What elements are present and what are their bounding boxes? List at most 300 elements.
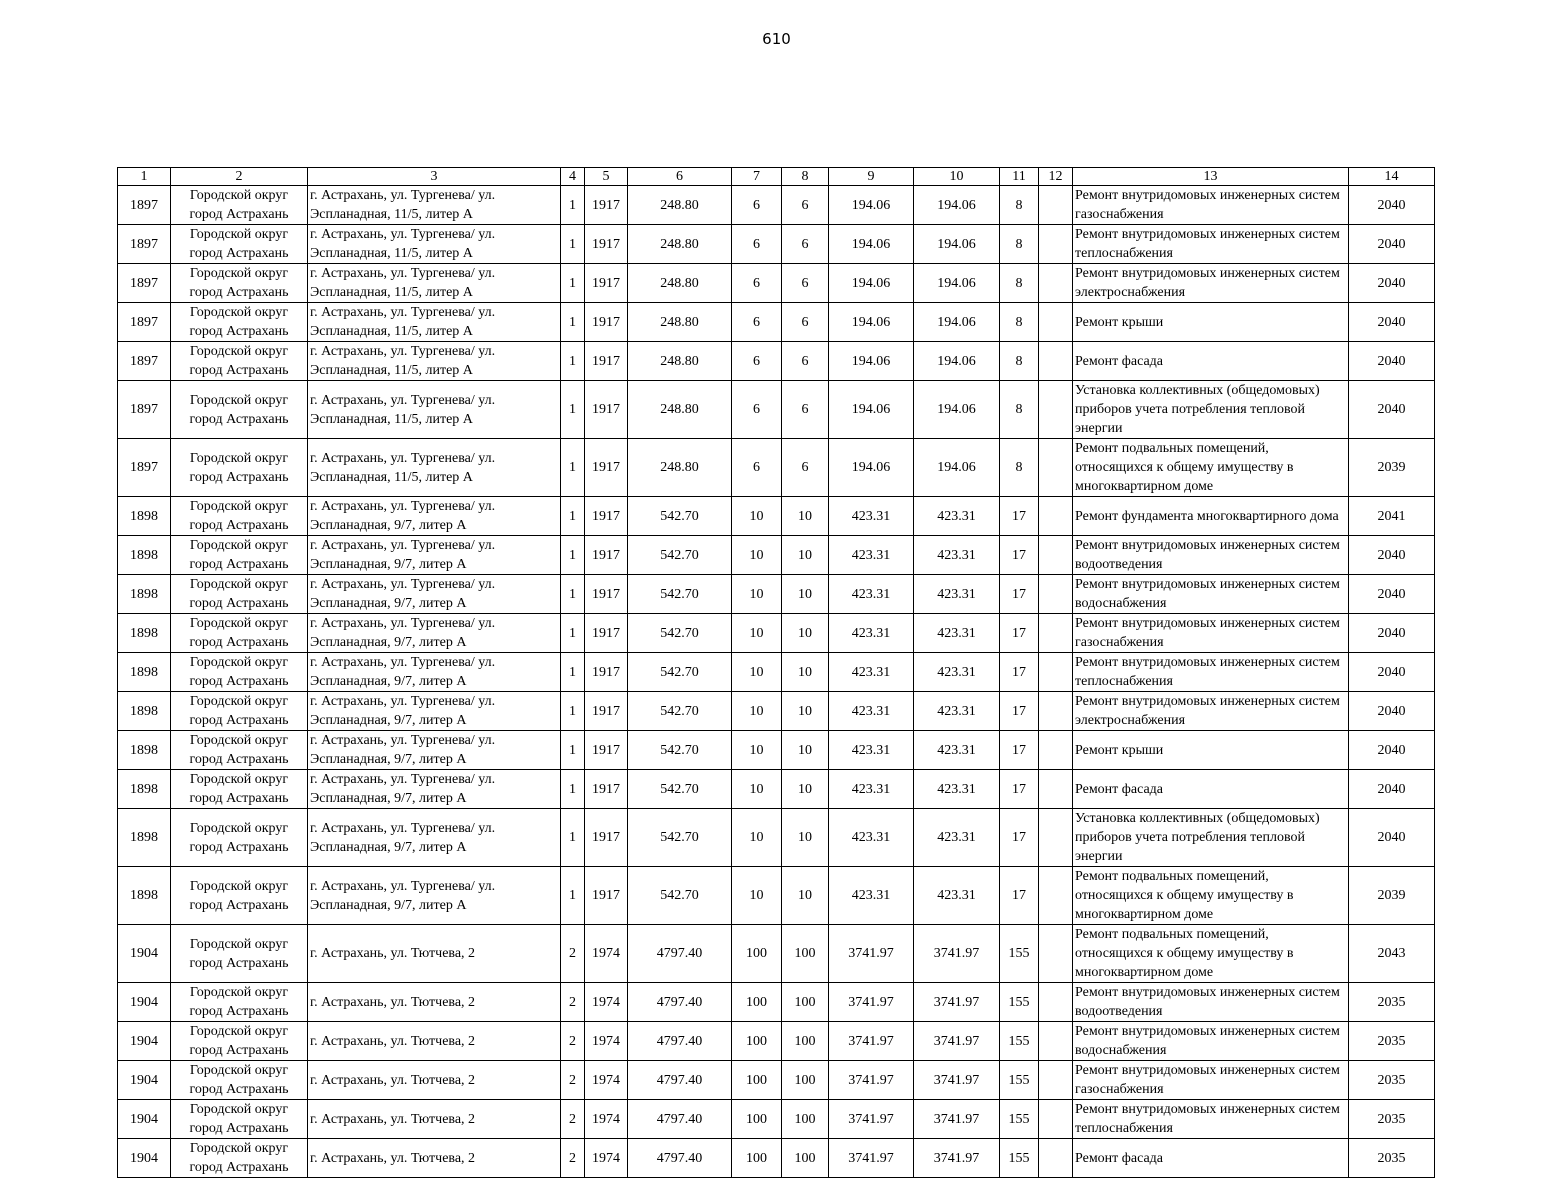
year-cell: 1917 [585, 303, 628, 342]
area-cell: 248.80 [628, 381, 732, 439]
year-cell: 1917 [585, 731, 628, 770]
col-11-cell: 17 [1000, 575, 1039, 614]
col-11-cell: 8 [1000, 186, 1039, 225]
year-cell: 1917 [585, 614, 628, 653]
work-type-cell: Ремонт крыши [1073, 303, 1349, 342]
municipality-cell: Городской округ город Астрахань [171, 983, 308, 1022]
row-number-cell: 1898 [118, 575, 171, 614]
col-4-cell: 1 [561, 614, 585, 653]
col-11-cell: 17 [1000, 809, 1039, 867]
work-type-cell: Ремонт подвальных помещений, относящихся к общему имуществу в многоквартирном доме [1073, 439, 1349, 497]
table-row [118, 536, 1435, 575]
municipality-cell: Городской округ город Астрахань [171, 536, 308, 575]
header-cell: 2 [171, 168, 308, 186]
municipality-cell: Городской округ город Астрахань [171, 1061, 308, 1100]
col-11-cell: 155 [1000, 1100, 1039, 1139]
row-number-cell: 1897 [118, 225, 171, 264]
col-7-cell: 100 [732, 1139, 782, 1178]
col-12-cell [1039, 867, 1073, 925]
col-12-cell [1039, 731, 1073, 770]
col-11-cell: 17 [1000, 653, 1039, 692]
col-4-cell: 1 [561, 867, 585, 925]
col-12-cell [1039, 653, 1073, 692]
year-cell: 1917 [585, 264, 628, 303]
row-number-cell: 1904 [118, 1100, 171, 1139]
address-cell: г. Астрахань, ул. Тургенева/ ул. Эспланадная, 11/5, литер А [308, 225, 561, 264]
col-8-cell: 10 [782, 867, 829, 925]
planned-year-cell: 2040 [1349, 225, 1435, 264]
col-8-cell: 100 [782, 1061, 829, 1100]
table-row [118, 983, 1435, 1022]
year-cell: 1974 [585, 1139, 628, 1178]
municipality-cell: Городской округ город Астрахань [171, 653, 308, 692]
planned-year-cell: 2035 [1349, 1139, 1435, 1178]
planned-year-cell: 2040 [1349, 770, 1435, 809]
col-10-cell: 3741.97 [914, 983, 1000, 1022]
year-cell: 1917 [585, 497, 628, 536]
col-10-cell: 423.31 [914, 867, 1000, 925]
col-12-cell [1039, 770, 1073, 809]
work-type-cell: Ремонт внутридомовых инженерных систем водоснабжения [1073, 1022, 1349, 1061]
planned-year-cell: 2035 [1349, 1061, 1435, 1100]
address-cell: г. Астрахань, ул. Тургенева/ ул. Эспланадная, 9/7, литер А [308, 497, 561, 536]
table-row [118, 575, 1435, 614]
year-cell: 1917 [585, 770, 628, 809]
col-11-cell: 155 [1000, 1139, 1039, 1178]
col-12-cell [1039, 692, 1073, 731]
col-9-cell: 423.31 [829, 692, 914, 731]
work-type-cell: Ремонт внутридомовых инженерных систем водоотведения [1073, 983, 1349, 1022]
work-type-cell: Ремонт внутридомовых инженерных систем электроснабжения [1073, 264, 1349, 303]
col-7-cell: 6 [732, 303, 782, 342]
col-11-cell: 155 [1000, 925, 1039, 983]
municipality-cell: Городской округ город Астрахань [171, 809, 308, 867]
col-10-cell: 3741.97 [914, 925, 1000, 983]
row-number-cell: 1904 [118, 1139, 171, 1178]
municipality-cell: Городской округ город Астрахань [171, 575, 308, 614]
address-cell: г. Астрахань, ул. Тютчева, 2 [308, 1139, 561, 1178]
row-number-cell: 1904 [118, 925, 171, 983]
year-cell: 1917 [585, 575, 628, 614]
col-9-cell: 3741.97 [829, 1022, 914, 1061]
col-8-cell: 100 [782, 983, 829, 1022]
col-9-cell: 194.06 [829, 342, 914, 381]
year-cell: 1917 [585, 342, 628, 381]
area-cell: 542.70 [628, 770, 732, 809]
municipality-cell: Городской округ город Астрахань [171, 1100, 308, 1139]
col-10-cell: 423.31 [914, 614, 1000, 653]
table-row [118, 614, 1435, 653]
address-cell: г. Астрахань, ул. Тютчева, 2 [308, 925, 561, 983]
planned-year-cell: 2035 [1349, 983, 1435, 1022]
col-10-cell: 194.06 [914, 264, 1000, 303]
col-8-cell: 10 [782, 575, 829, 614]
area-cell: 4797.40 [628, 1139, 732, 1178]
col-7-cell: 10 [732, 575, 782, 614]
planned-year-cell: 2040 [1349, 653, 1435, 692]
address-cell: г. Астрахань, ул. Тургенева/ ул. Эспланадная, 9/7, литер А [308, 692, 561, 731]
area-cell: 542.70 [628, 692, 732, 731]
year-cell: 1974 [585, 1061, 628, 1100]
year-cell: 1917 [585, 439, 628, 497]
municipality-cell: Городской округ город Астрахань [171, 731, 308, 770]
col-12-cell [1039, 225, 1073, 264]
col-12-cell [1039, 186, 1073, 225]
table-row [118, 1061, 1435, 1100]
col-12-cell [1039, 439, 1073, 497]
col-8-cell: 100 [782, 1022, 829, 1061]
header-cell: 11 [1000, 168, 1039, 186]
col-8-cell: 10 [782, 497, 829, 536]
year-cell: 1917 [585, 186, 628, 225]
area-cell: 542.70 [628, 653, 732, 692]
col-7-cell: 6 [732, 381, 782, 439]
col-4-cell: 2 [561, 983, 585, 1022]
work-type-cell: Ремонт внутридомовых инженерных систем электроснабжения [1073, 692, 1349, 731]
planned-year-cell: 2040 [1349, 342, 1435, 381]
address-cell: г. Астрахань, ул. Тургенева/ ул. Эспланадная, 9/7, литер А [308, 867, 561, 925]
table-row [118, 497, 1435, 536]
col-11-cell: 17 [1000, 731, 1039, 770]
planned-year-cell: 2040 [1349, 186, 1435, 225]
col-8-cell: 100 [782, 1100, 829, 1139]
header-cell: 8 [782, 168, 829, 186]
col-11-cell: 8 [1000, 381, 1039, 439]
col-10-cell: 194.06 [914, 381, 1000, 439]
col-10-cell: 423.31 [914, 575, 1000, 614]
col-9-cell: 423.31 [829, 770, 914, 809]
col-12-cell [1039, 614, 1073, 653]
table-row [118, 809, 1435, 867]
col-9-cell: 194.06 [829, 225, 914, 264]
col-9-cell: 194.06 [829, 381, 914, 439]
address-cell: г. Астрахань, ул. Тургенева/ ул. Эспланадная, 9/7, литер А [308, 575, 561, 614]
col-11-cell: 17 [1000, 692, 1039, 731]
address-cell: г. Астрахань, ул. Тургенева/ ул. Эспланадная, 9/7, литер А [308, 536, 561, 575]
col-4-cell: 1 [561, 303, 585, 342]
year-cell: 1917 [585, 381, 628, 439]
table-row [118, 186, 1435, 225]
col-11-cell: 155 [1000, 1061, 1039, 1100]
area-cell: 542.70 [628, 731, 732, 770]
col-8-cell: 6 [782, 381, 829, 439]
work-type-cell: Ремонт внутридомовых инженерных систем теплоснабжения [1073, 1100, 1349, 1139]
area-cell: 542.70 [628, 867, 732, 925]
municipality-cell: Городской округ город Астрахань [171, 264, 308, 303]
planned-year-cell: 2041 [1349, 497, 1435, 536]
col-12-cell [1039, 381, 1073, 439]
col-12-cell [1039, 575, 1073, 614]
header-cell: 6 [628, 168, 732, 186]
col-9-cell: 423.31 [829, 575, 914, 614]
planned-year-cell: 2039 [1349, 439, 1435, 497]
col-9-cell: 423.31 [829, 536, 914, 575]
col-8-cell: 10 [782, 809, 829, 867]
address-cell: г. Астрахань, ул. Тютчева, 2 [308, 1061, 561, 1100]
year-cell: 1974 [585, 925, 628, 983]
year-cell: 1917 [585, 867, 628, 925]
work-type-cell: Ремонт внутридомовых инженерных систем водоснабжения [1073, 575, 1349, 614]
address-cell: г. Астрахань, ул. Тургенева/ ул. Эспланадная, 9/7, литер А [308, 614, 561, 653]
col-7-cell: 100 [732, 1061, 782, 1100]
work-type-cell: Ремонт фасада [1073, 770, 1349, 809]
col-4-cell: 1 [561, 692, 585, 731]
row-number-cell: 1898 [118, 497, 171, 536]
col-8-cell: 6 [782, 264, 829, 303]
area-cell: 4797.40 [628, 925, 732, 983]
col-7-cell: 10 [732, 731, 782, 770]
col-12-cell [1039, 925, 1073, 983]
col-9-cell: 423.31 [829, 809, 914, 867]
col-10-cell: 423.31 [914, 809, 1000, 867]
col-12-cell [1039, 497, 1073, 536]
col-4-cell: 1 [561, 497, 585, 536]
col-10-cell: 3741.97 [914, 1061, 1000, 1100]
capital-repair-table [117, 167, 1435, 1178]
address-cell: г. Астрахань, ул. Тургенева/ ул. Эспланадная, 9/7, литер А [308, 770, 561, 809]
col-12-cell [1039, 303, 1073, 342]
col-4-cell: 1 [561, 731, 585, 770]
col-10-cell: 423.31 [914, 536, 1000, 575]
header-cell: 10 [914, 168, 1000, 186]
col-8-cell: 6 [782, 303, 829, 342]
col-10-cell: 194.06 [914, 225, 1000, 264]
col-4-cell: 1 [561, 225, 585, 264]
col-12-cell [1039, 342, 1073, 381]
address-cell: г. Астрахань, ул. Тургенева/ ул. Эспланадная, 11/5, литер А [308, 342, 561, 381]
planned-year-cell: 2040 [1349, 381, 1435, 439]
col-8-cell: 10 [782, 692, 829, 731]
municipality-cell: Городской округ город Астрахань [171, 186, 308, 225]
col-8-cell: 10 [782, 770, 829, 809]
row-number-cell: 1897 [118, 342, 171, 381]
col-4-cell: 2 [561, 1139, 585, 1178]
municipality-cell: Городской округ город Астрахань [171, 1139, 308, 1178]
work-type-cell: Ремонт фасада [1073, 1139, 1349, 1178]
planned-year-cell: 2039 [1349, 867, 1435, 925]
col-10-cell: 3741.97 [914, 1139, 1000, 1178]
col-7-cell: 10 [732, 867, 782, 925]
header-cell: 4 [561, 168, 585, 186]
col-9-cell: 423.31 [829, 614, 914, 653]
col-11-cell: 8 [1000, 264, 1039, 303]
planned-year-cell: 2035 [1349, 1100, 1435, 1139]
area-cell: 248.80 [628, 439, 732, 497]
col-9-cell: 194.06 [829, 439, 914, 497]
col-11-cell: 17 [1000, 770, 1039, 809]
row-number-cell: 1898 [118, 770, 171, 809]
col-4-cell: 1 [561, 653, 585, 692]
row-number-cell: 1897 [118, 303, 171, 342]
planned-year-cell: 2035 [1349, 1022, 1435, 1061]
col-10-cell: 194.06 [914, 303, 1000, 342]
table-row [118, 264, 1435, 303]
col-4-cell: 1 [561, 342, 585, 381]
col-11-cell: 8 [1000, 439, 1039, 497]
col-8-cell: 100 [782, 925, 829, 983]
col-10-cell: 194.06 [914, 439, 1000, 497]
work-type-cell: Ремонт фундамента многоквартирного дома [1073, 497, 1349, 536]
col-7-cell: 10 [732, 497, 782, 536]
row-number-cell: 1898 [118, 536, 171, 575]
row-number-cell: 1904 [118, 983, 171, 1022]
col-4-cell: 1 [561, 809, 585, 867]
area-cell: 542.70 [628, 809, 732, 867]
municipality-cell: Городской округ город Астрахань [171, 225, 308, 264]
col-11-cell: 8 [1000, 225, 1039, 264]
year-cell: 1974 [585, 1022, 628, 1061]
col-11-cell: 8 [1000, 342, 1039, 381]
address-cell: г. Астрахань, ул. Тургенева/ ул. Эспланадная, 9/7, литер А [308, 809, 561, 867]
area-cell: 4797.40 [628, 1022, 732, 1061]
col-9-cell: 423.31 [829, 867, 914, 925]
table-row [118, 225, 1435, 264]
col-8-cell: 6 [782, 225, 829, 264]
address-cell: г. Астрахань, ул. Тургенева/ ул. Эспланадная, 9/7, литер А [308, 731, 561, 770]
col-8-cell: 6 [782, 342, 829, 381]
col-9-cell: 194.06 [829, 303, 914, 342]
table-row [118, 303, 1435, 342]
municipality-cell: Городской округ город Астрахань [171, 1022, 308, 1061]
col-11-cell: 155 [1000, 1022, 1039, 1061]
col-9-cell: 3741.97 [829, 1100, 914, 1139]
col-9-cell: 423.31 [829, 497, 914, 536]
municipality-cell: Городской округ город Астрахань [171, 867, 308, 925]
col-8-cell: 10 [782, 536, 829, 575]
col-7-cell: 10 [732, 692, 782, 731]
col-9-cell: 423.31 [829, 653, 914, 692]
work-type-cell: Ремонт крыши [1073, 731, 1349, 770]
planned-year-cell: 2040 [1349, 614, 1435, 653]
address-cell: г. Астрахань, ул. Тургенева/ ул. Эспланадная, 11/5, литер А [308, 381, 561, 439]
municipality-cell: Городской округ город Астрахань [171, 692, 308, 731]
col-10-cell: 423.31 [914, 770, 1000, 809]
row-number-cell: 1904 [118, 1022, 171, 1061]
address-cell: г. Астрахань, ул. Тютчева, 2 [308, 1022, 561, 1061]
area-cell: 248.80 [628, 186, 732, 225]
area-cell: 542.70 [628, 497, 732, 536]
row-number-cell: 1898 [118, 867, 171, 925]
col-9-cell: 194.06 [829, 186, 914, 225]
area-cell: 4797.40 [628, 983, 732, 1022]
planned-year-cell: 2040 [1349, 731, 1435, 770]
table-row [118, 1022, 1435, 1061]
col-10-cell: 423.31 [914, 731, 1000, 770]
col-4-cell: 1 [561, 536, 585, 575]
col-11-cell: 17 [1000, 614, 1039, 653]
col-9-cell: 3741.97 [829, 1139, 914, 1178]
address-cell: г. Астрахань, ул. Тургенева/ ул. Эспланадная, 11/5, литер А [308, 439, 561, 497]
header-cell: 12 [1039, 168, 1073, 186]
col-7-cell: 6 [732, 225, 782, 264]
col-10-cell: 3741.97 [914, 1100, 1000, 1139]
table-body [118, 168, 1435, 1178]
area-cell: 542.70 [628, 536, 732, 575]
address-cell: г. Астрахань, ул. Тютчева, 2 [308, 983, 561, 1022]
col-4-cell: 1 [561, 770, 585, 809]
col-8-cell: 6 [782, 439, 829, 497]
col-8-cell: 10 [782, 731, 829, 770]
col-9-cell: 3741.97 [829, 1061, 914, 1100]
col-4-cell: 1 [561, 575, 585, 614]
table-row [118, 692, 1435, 731]
col-10-cell: 194.06 [914, 186, 1000, 225]
col-10-cell: 3741.97 [914, 1022, 1000, 1061]
col-10-cell: 194.06 [914, 342, 1000, 381]
municipality-cell: Городской округ город Астрахань [171, 497, 308, 536]
planned-year-cell: 2043 [1349, 925, 1435, 983]
col-11-cell: 17 [1000, 867, 1039, 925]
col-7-cell: 10 [732, 614, 782, 653]
area-cell: 4797.40 [628, 1100, 732, 1139]
col-12-cell [1039, 809, 1073, 867]
table-row [118, 1139, 1435, 1178]
work-type-cell: Ремонт внутридомовых инженерных систем газоснабжения [1073, 186, 1349, 225]
area-cell: 248.80 [628, 342, 732, 381]
work-type-cell: Ремонт подвальных помещений, относящихся к общему имуществу в многоквартирном доме [1073, 925, 1349, 983]
work-type-cell: Ремонт фасада [1073, 342, 1349, 381]
col-9-cell: 3741.97 [829, 983, 914, 1022]
page-number: 610 [762, 30, 791, 48]
header-cell: 5 [585, 168, 628, 186]
planned-year-cell: 2040 [1349, 809, 1435, 867]
year-cell: 1917 [585, 536, 628, 575]
address-cell: г. Астрахань, ул. Тютчева, 2 [308, 1100, 561, 1139]
row-number-cell: 1897 [118, 186, 171, 225]
row-number-cell: 1904 [118, 1061, 171, 1100]
year-cell: 1917 [585, 809, 628, 867]
col-4-cell: 1 [561, 264, 585, 303]
row-number-cell: 1898 [118, 809, 171, 867]
col-11-cell: 155 [1000, 983, 1039, 1022]
municipality-cell: Городской округ город Астрахань [171, 770, 308, 809]
header-cell: 3 [308, 168, 561, 186]
col-7-cell: 10 [732, 809, 782, 867]
year-cell: 1917 [585, 225, 628, 264]
col-8-cell: 10 [782, 653, 829, 692]
address-cell: г. Астрахань, ул. Тургенева/ ул. Эспланадная, 11/5, литер А [308, 264, 561, 303]
col-4-cell: 2 [561, 1061, 585, 1100]
table-row [118, 770, 1435, 809]
year-cell: 1974 [585, 983, 628, 1022]
col-12-cell [1039, 1061, 1073, 1100]
table-row [118, 867, 1435, 925]
col-11-cell: 8 [1000, 303, 1039, 342]
col-4-cell: 1 [561, 381, 585, 439]
row-number-cell: 1897 [118, 264, 171, 303]
address-cell: г. Астрахань, ул. Тургенева/ ул. Эспланадная, 9/7, литер А [308, 653, 561, 692]
col-9-cell: 423.31 [829, 731, 914, 770]
municipality-cell: Городской округ город Астрахань [171, 303, 308, 342]
col-7-cell: 6 [732, 186, 782, 225]
area-cell: 542.70 [628, 614, 732, 653]
col-12-cell [1039, 264, 1073, 303]
col-7-cell: 6 [732, 439, 782, 497]
table-header-row [118, 168, 1435, 186]
col-7-cell: 100 [732, 1100, 782, 1139]
col-8-cell: 100 [782, 1139, 829, 1178]
municipality-cell: Городской округ город Астрахань [171, 925, 308, 983]
col-10-cell: 423.31 [914, 497, 1000, 536]
col-4-cell: 2 [561, 925, 585, 983]
col-7-cell: 100 [732, 925, 782, 983]
work-type-cell: Установка коллективных (общедомовых) приборов учета потребления тепловой энергии [1073, 809, 1349, 867]
col-4-cell: 1 [561, 186, 585, 225]
col-7-cell: 10 [732, 536, 782, 575]
planned-year-cell: 2040 [1349, 303, 1435, 342]
work-type-cell: Ремонт внутридомовых инженерных систем теплоснабжения [1073, 225, 1349, 264]
col-12-cell [1039, 1022, 1073, 1061]
